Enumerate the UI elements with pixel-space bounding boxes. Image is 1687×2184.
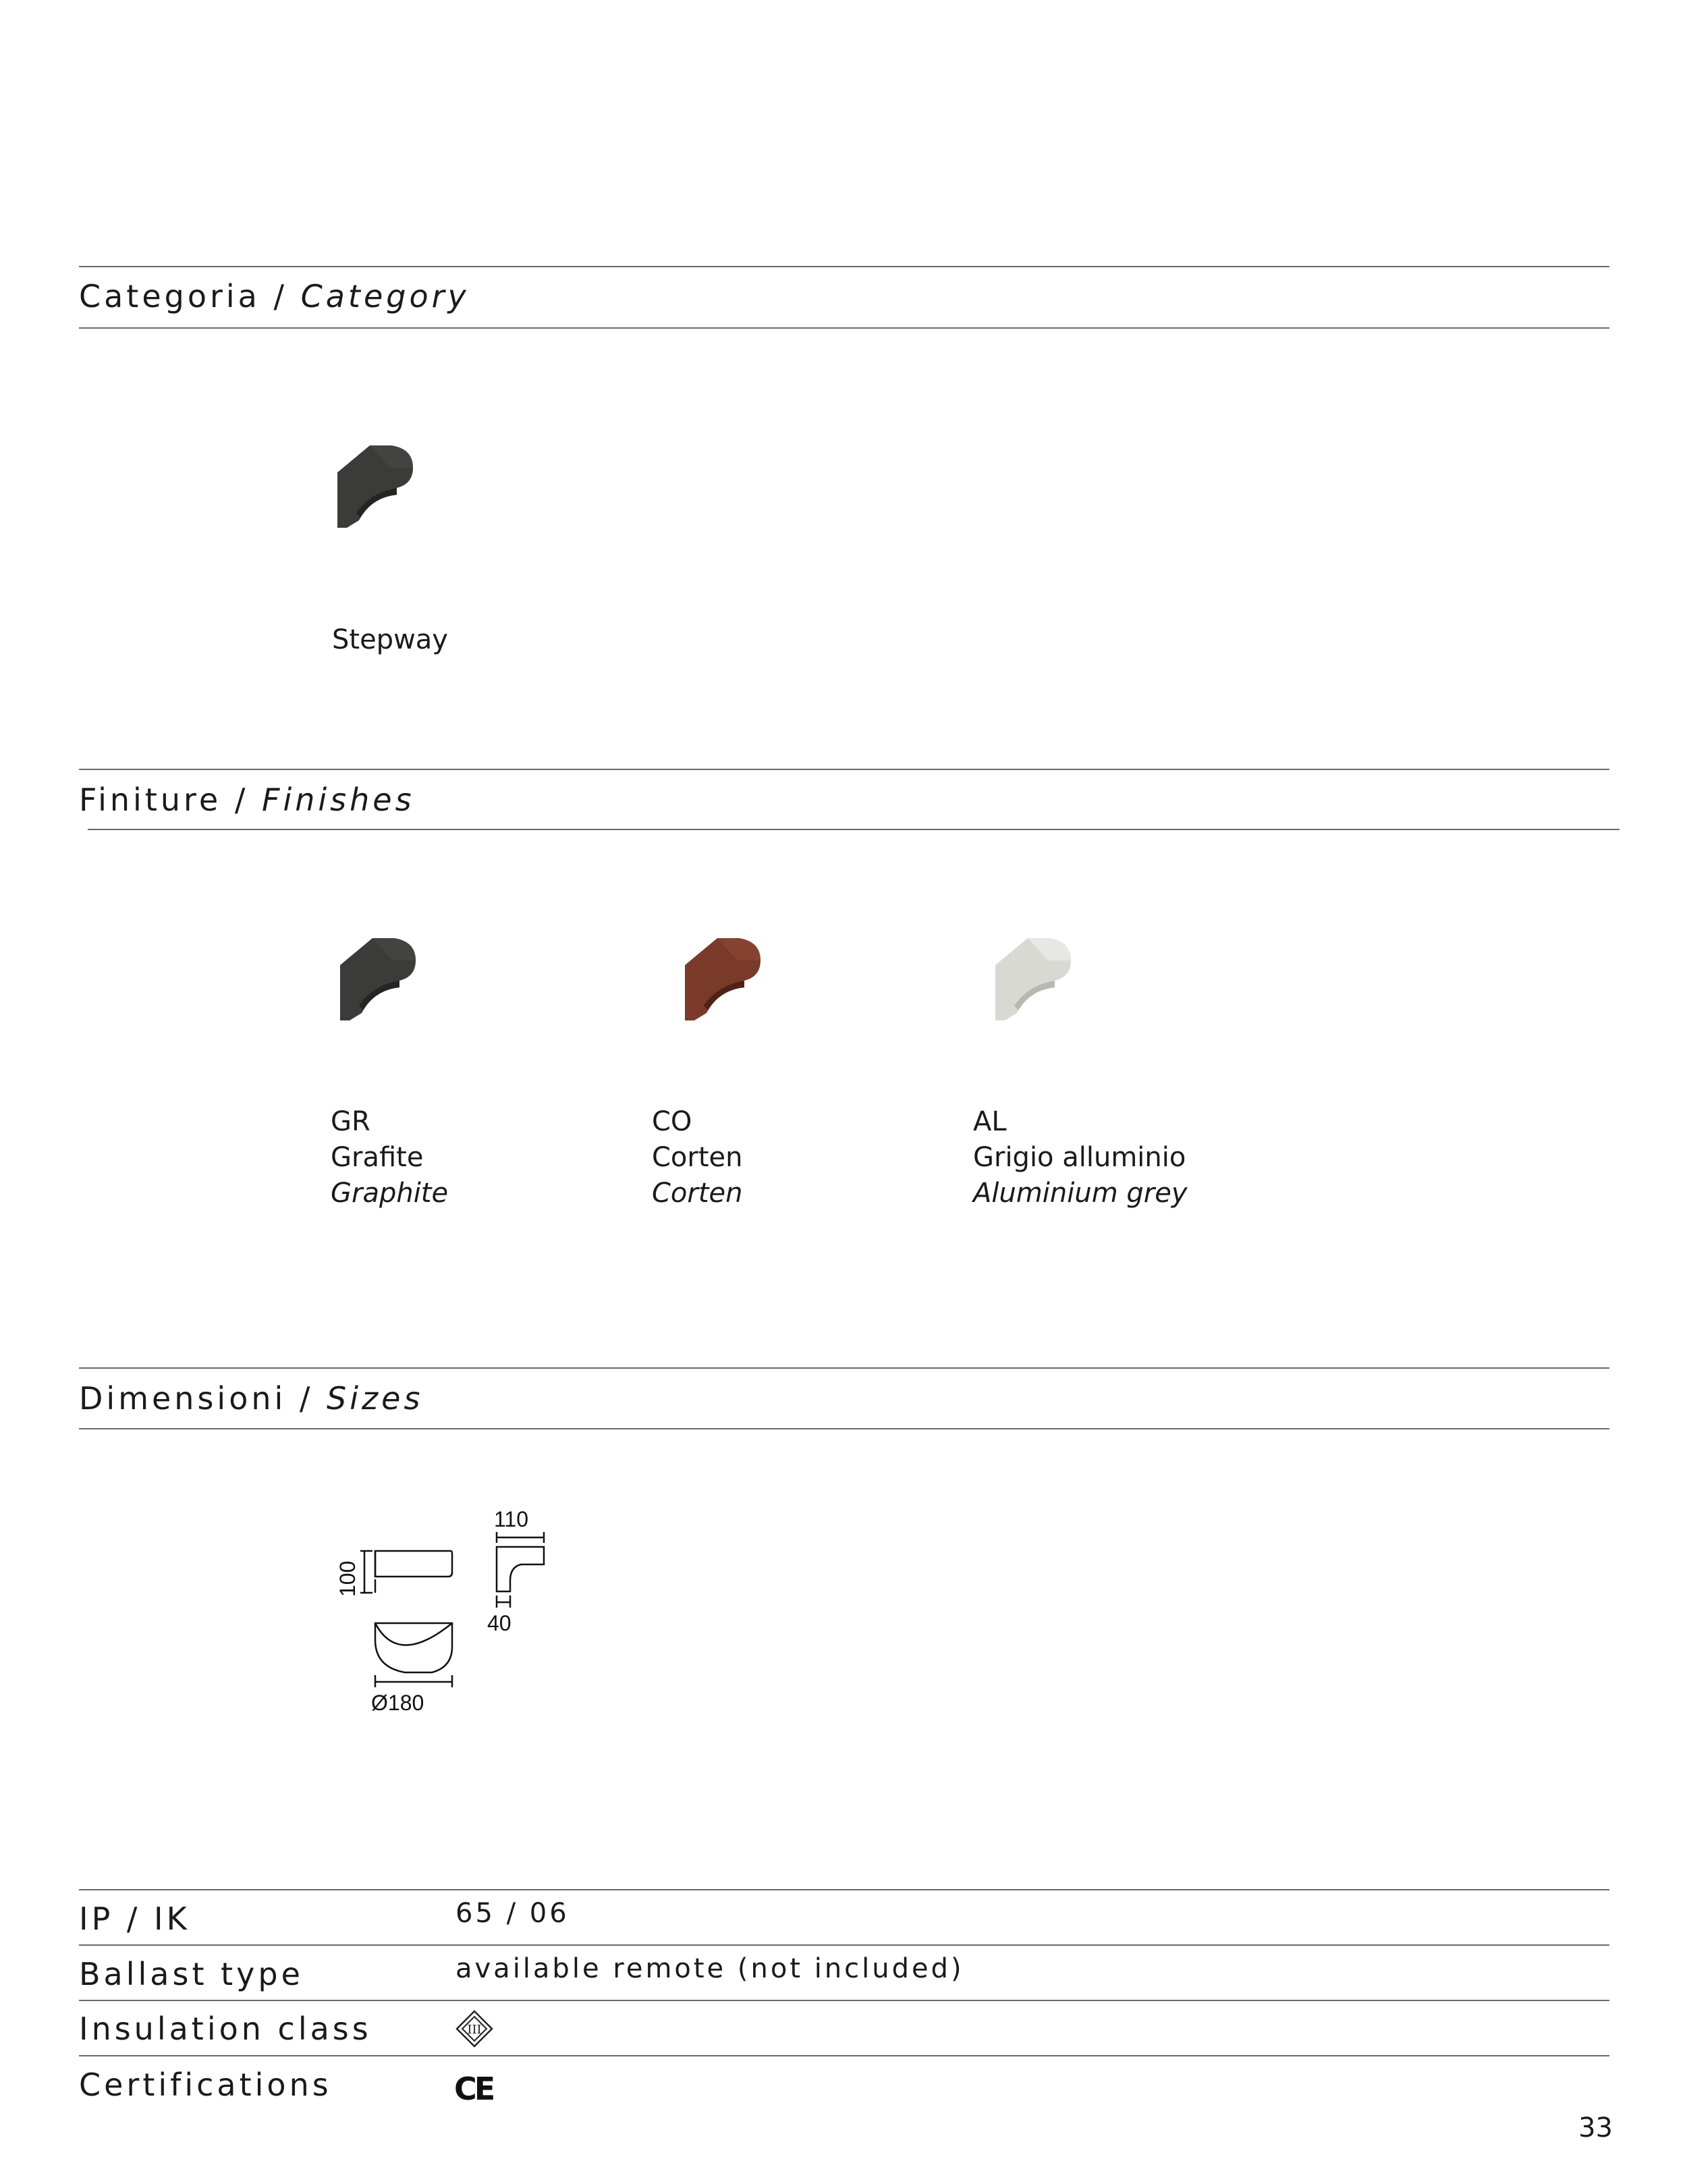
ce-mark-icon bbox=[454, 2073, 496, 2104]
spec-label-certifications: Certifications bbox=[79, 2067, 332, 2103]
dimension-drawing bbox=[331, 1505, 560, 1748]
finish-name-en: Aluminium grey bbox=[973, 1178, 1188, 1209]
spec-rule-1 bbox=[79, 1889, 1609, 1890]
stepway-graphite-icon bbox=[332, 935, 420, 1022]
finish-name-it: Grafite bbox=[331, 1142, 424, 1173]
dimension-depth-bottom-label: 40 bbox=[487, 1611, 511, 1635]
dimension-depth-top-label: 110 bbox=[494, 1507, 529, 1531]
finish-name-en: Graphite bbox=[331, 1178, 449, 1209]
insulation-class-iii-icon bbox=[455, 2010, 493, 2048]
dimension-height-label: 100 bbox=[335, 1560, 360, 1597]
spec-rule-2 bbox=[79, 1944, 1609, 1946]
dimension-diameter-label: Ø180 bbox=[371, 1691, 424, 1715]
finish-code: CO bbox=[652, 1106, 692, 1137]
category-bottom-rule bbox=[79, 327, 1609, 329]
spec-rule-4 bbox=[79, 2055, 1609, 2056]
spec-rule-3 bbox=[79, 2000, 1609, 2001]
category-product-name: Stepway bbox=[332, 624, 448, 655]
finishes-bottom-rule bbox=[88, 829, 1620, 830]
spec-value-ballast: available remote (not included) bbox=[455, 1953, 964, 1984]
page-number: 33 bbox=[1578, 2112, 1613, 2144]
spec-label-ballast: Ballast type bbox=[79, 1956, 304, 1992]
category-section-title: Categoria / Category bbox=[79, 278, 470, 315]
finish-name-it: Grigio alluminio bbox=[973, 1142, 1186, 1173]
category-top-rule bbox=[79, 266, 1609, 267]
sizes-bottom-rule bbox=[79, 1428, 1609, 1429]
stepway-aluminium-icon bbox=[987, 935, 1075, 1022]
sizes-section-title: Dimensioni / Sizes bbox=[79, 1380, 424, 1417]
sizes-top-rule bbox=[79, 1367, 1609, 1369]
finish-code: GR bbox=[331, 1106, 370, 1137]
spec-label-insulation: Insulation class bbox=[79, 2011, 372, 2047]
finish-aluminium bbox=[973, 1104, 1188, 1211]
insulation-class-iii-text: III bbox=[467, 2023, 482, 2037]
spec-value-ip-ik: 65 / 06 bbox=[455, 1898, 570, 1929]
spec-label-ip-ik: IP / IK bbox=[79, 1901, 190, 1937]
stepway-product-icon bbox=[329, 442, 417, 530]
finishes-section-title: Finiture / Finishes bbox=[79, 782, 415, 818]
finish-corten bbox=[652, 1104, 743, 1211]
stepway-corten-icon bbox=[677, 935, 765, 1022]
ce-mark-text: CE bbox=[454, 2073, 493, 2104]
finish-graphite bbox=[331, 1104, 448, 1211]
finish-code: AL bbox=[973, 1106, 1007, 1137]
finish-name-en: Corten bbox=[652, 1178, 743, 1209]
finishes-top-rule bbox=[79, 769, 1609, 770]
finish-name-it: Corten bbox=[652, 1142, 743, 1173]
